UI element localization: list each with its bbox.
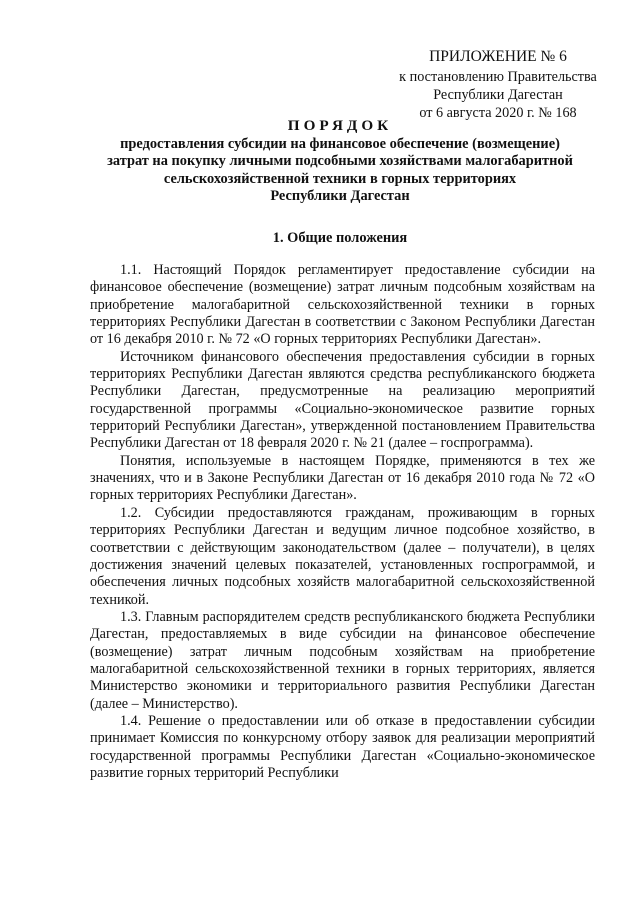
annex-block <box>378 48 618 122</box>
title-line-4: Республики Дагестан <box>270 188 410 204</box>
body-text <box>90 262 595 782</box>
title-line-3: сельскохозяйственной техники в горных территориях <box>163 170 517 187</box>
paragraph-1-4: 1.4. Решение о предоставлении или об отказе в предоставлении субсидии принимает Комиссия по конкурсному отбору заявок для реализации мероприятий государственной программы Республики Дагестан «Социально-экономическое развитие горных территорий Республики <box>90 712 595 781</box>
annex-number: ПРИЛОЖЕНИЕ № 6 <box>429 48 567 65</box>
paragraph-funding-source: Источником финансового обеспечения предоставления субсидии в горных территориях Республики Дагестан являются средства республиканского бюджета Республики Дагестан, предусмотренные на реализацию мероприятий государственной программы «Социально-экономическое развитие горных территорий Республики Дагестан», утвержденной постановлением Правительства Республики Дагестан от 18 февраля 2020 г. № 21 (далее – госпрограмма). <box>90 348 595 452</box>
annex-to: к постановлению Правительства <box>399 69 597 85</box>
document-title <box>80 117 600 206</box>
title-line-1: предоставления субсидии на финансовое обеспечение (возмещение) <box>120 135 560 152</box>
paragraph-1-1: 1.1. Настоящий Порядок регламентирует предоставление субсидии на финансовое обеспечение (возмещение) затрат личным подсобным хозяйствам на приобретение малогабаритной сельскохозяйственной техники в горных территориях Республики Дагестан в соответствии с Законом Республики Дагестан от 16 декабря 2010 г. № 72 «О горных территориях Республики Дагестан». <box>90 262 595 348</box>
paragraph-definitions: Понятия, используемые в настоящем Порядке, применяются в тех же значениях, что и в Законе Республики Дагестан от 16 декабря 2010 года № 72 «О горных территориях Республики Дагестан». <box>90 452 595 504</box>
annex-date: от 6 августа 2020 г. № 168 <box>419 105 577 121</box>
title-main: ПОРЯДОК <box>287 117 393 134</box>
annex-org: Республики Дагестан <box>433 87 563 103</box>
section-heading: 1. Общие положения <box>272 230 408 246</box>
paragraph-1-2: 1.2. Субсидии предоставляются гражданам, проживающим в горных территориях Республики Дагестан и ведущим личное подсобное хозяйство, в соответствии с действующим законодательством (далее – получатели), в целях достижения значений целевых показателей, установленных госпрограммой, и обеспечения личных подсобных хозяйств малогабаритной сельскохозяйственной техникой. <box>90 504 595 608</box>
paragraph-1-3: 1.3. Главным распорядителем средств республиканского бюджета Республики Дагестан, предоставляемых в виде субсидии на финансовое обеспечение (возмещение) затрат личным подсобным хозяйствам на приобретение малогабаритной сельскохозяйственной техники в горных территориях, является Министерство экономики и территориального развития Республики Дагестан (далее – Министерство). <box>90 608 595 712</box>
title-line-2: затрат на покупку личными подсобными хозяйствами малогабаритной <box>107 153 573 169</box>
